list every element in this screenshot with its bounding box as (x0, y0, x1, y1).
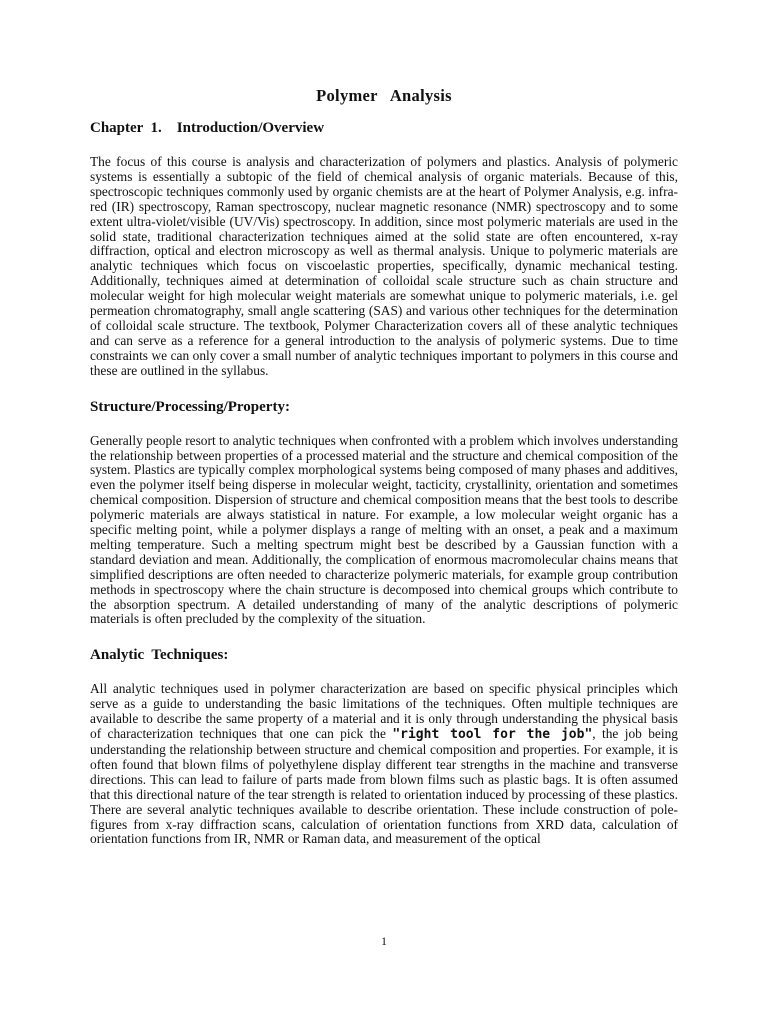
section-heading-structure: Structure/Processing/Property: (90, 398, 290, 415)
analytic-paragraph-part2: , the job being understanding the relationship between structure and chemical composition and properties. For example, it is often found that blown films of polyethylene display different tear strengths in the machine and transverse directions. This can lead to failure of parts made from blown films such as plastic bags. It is often assumed that this directional nature of the tear strength is related to orientation induced by processing of these plastics. There are several analytic techniques available to describe orientation. These include construction of pole-figures from x-ray diffraction scans, calculation of orientation functions from XRD data, calculation of orientation functions from IR, NMR or Raman data, and measurement of the optical (90, 726, 678, 847)
emphasis-right-tool: "right tool for the job" (392, 727, 593, 743)
page-title: Polymer Analysis (316, 86, 452, 105)
section-heading-analytic: Analytic Techniques: (90, 647, 229, 664)
document-page (90, 86, 678, 859)
analytic-paragraph (90, 682, 678, 847)
analytic-paragraph-part1: All analytic techniques used in polymer characterization are based on specific physical principles which serve as a guide to understanding the basic limitations of the techniques. Often multiple techniques are available to describe the same property of a material and it is only through understanding the physical basis of characterization techniques that one can pick the (90, 681, 678, 742)
chapter-heading: Chapter 1. Introduction/Overview (90, 120, 325, 136)
structure-paragraph: Generally people resort to analytic techniques when confronted with a problem which involves understanding the relationship between properties of a processed material and the structure and chemical composition of the system. Plastics are typically complex morphological systems being composed of many phases and additives, even the polymer itself being disperse in molecular weight, tacticity, crystallinity, orientation and sometimes chemical composition. Dispersion of structure and chemical composition means that the best tools to describe polymeric materials are always statistical in nature. For example, a low molecular weight organic has a specific melting point, while a polymer displays a range of melting with an onset, a peak and a maximum melting temperature. Such a melting spectrum might best be described by a Gaussian function with a standard deviation and mean. Additionally, the complication of enormous macromolecular chains means that simplified descriptions are often needed to characterize polymeric materials, for example group contribution methods in spectroscopy where the chain structure is decomposed into chemical groups which contribute to the absorption spectrum. A detailed understanding of many of the analytic descriptions of polymeric materials is often precluded by the complexity of the situation. (90, 432, 678, 627)
intro-paragraph: The focus of this course is analysis and characterization of polymers and plastics. Analysis of polymeric systems is essentially a subtopic of the field of chemical analysis of organic materials. Because of this, spectroscopic techniques commonly used by organic chemists are at the heart of Polymer Analysis, e.g. infra-red (IR) spectroscopy, Raman spectroscopy, nuclear magnetic resonance (NMR) spectroscopy and to some extent ultra-violet/visible (UV/Vis) spectroscopy. In addition, since most polymeric materials are used in the solid state, traditional characterization techniques aimed at the solid state are often encountered, x-ray diffraction, optical and electron microscopy as well as thermal analysis. Unique to polymeric materials are analytic techniques which focus on viscoelastic properties, specifically, dynamic mechanical testing. Additionally, techniques aimed at determination of colloidal scale structure such as chain structure and molecular weight for high molecular weight materials are somewhat unique to polymeric materials, i.e. gel permeation chromatography, small angle scattering (SAS) and various other techniques for the determination of colloidal scale structure. The textbook, Polymer Characterization covers all of these analytic techniques and can serve as a reference for a general introduction to the analysis of polymeric systems. Due to time constraints we can only cover a small number of analytic techniques important to polymers in this course and these are outlined in the syllabus. (90, 154, 678, 378)
page-number: 1 (381, 934, 387, 948)
